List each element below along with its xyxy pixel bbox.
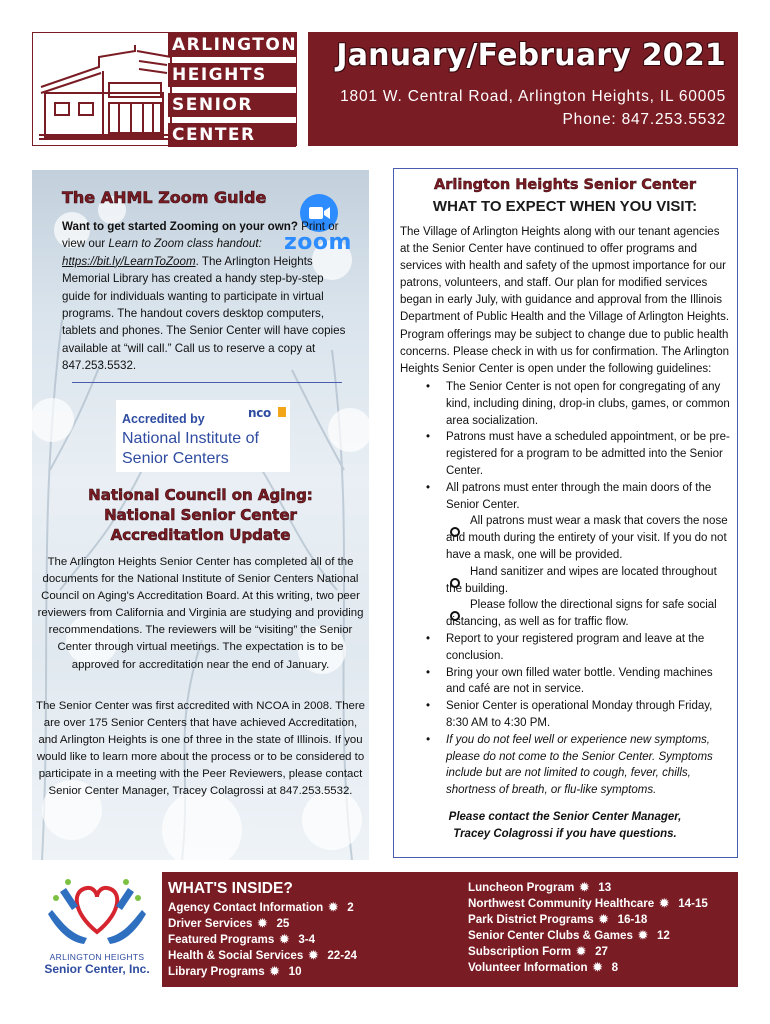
- whats-inside-right-column: [468, 880, 708, 976]
- phone: Phone: 847.253.5532: [562, 111, 726, 128]
- contents-row: Health & Social Services ✹ 22-24: [168, 949, 357, 962]
- contents-row: Agency Contact Information ✹ 2: [168, 901, 354, 914]
- bullet-icon: •: [426, 733, 431, 746]
- sun-icon: ✹: [308, 949, 319, 962]
- guidelines-list: [400, 379, 734, 799]
- bullet-icon: •: [426, 666, 431, 679]
- contents-row: Senior Center Clubs & Games ✹ 12: [468, 929, 670, 942]
- zoom-guide-text: [62, 218, 352, 375]
- sun-icon: ✹: [576, 945, 586, 958]
- what-to-expect-title2: WHAT TO EXPECT WHEN YOU VISIT:: [432, 198, 698, 215]
- list-item: • Senior Center is operational Monday through Friday, 8:30 AM to 4:30 PM.: [426, 700, 713, 729]
- accreditation-badge: [116, 400, 290, 472]
- ncoa-title-line1: National Council on Aging:: [88, 486, 313, 504]
- logo-word-1: ARLINGTON: [168, 33, 296, 57]
- bullet-icon: •: [426, 700, 431, 713]
- contents-row: Volunteer Information ✹ 8: [468, 961, 619, 974]
- sub-list-item: All patrons must wear a mask that covers the nose and mouth during the entirety of your visit. If you do not have a mask, one will be provided.: [446, 515, 728, 561]
- zoom-logo: zoom: [284, 230, 352, 255]
- logo-word-4: CENTER: [168, 123, 296, 147]
- contact-line2: Tracey Colagrossi if you have questions.: [453, 828, 677, 841]
- bullet-icon: •: [426, 431, 431, 444]
- contents-row: Driver Services ✹ 25: [168, 917, 290, 930]
- list-item: • The Senior Center is not open for congregating of any kind, including dining, drop-in clubs, games, or common area socialization.: [426, 381, 730, 427]
- senior-center-logo: [32, 32, 297, 146]
- heart-hands-icon: [32, 872, 162, 952]
- header-banner: [308, 32, 738, 146]
- zoom-guide-link[interactable]: https://bit.ly/LearnToZoom: [62, 254, 196, 268]
- bullet-icon: •: [426, 632, 431, 645]
- nisc-name-line1: National Institute of: [122, 430, 259, 447]
- zoom-lead: Want to get started Zooming on your own?: [62, 220, 298, 233]
- ncoa-update-title: [32, 485, 369, 545]
- sun-icon: ✹: [659, 897, 670, 910]
- ncoa-paragraph-1: The Arlington Heights Senior Center has completed all of the documents for the National Institute of Senior Centers National Council on Aging's Accreditation Board. At this writing, two peer reviewers from California and Virginia are studying and providing recommendations. The reviewers will be “visiting” the Senior Center through virtual meetings. The expectation is to be approved for accreditation near the end of January.: [37, 556, 364, 671]
- ncoa-title-line2: National Senior Center: [104, 506, 297, 524]
- accredited-by-label: Accredited by: [122, 412, 205, 426]
- contents-row: Luncheon Program ✹ 13: [468, 881, 612, 894]
- sun-icon: ✹: [638, 929, 648, 942]
- contents-row: Northwest Community Healthcare ✹ 14-15: [468, 897, 708, 910]
- contents-row: Featured Programs ✹ 3-4: [168, 933, 316, 946]
- list-item: • All patrons must enter through the main doors of the Senior Center.: [426, 481, 712, 511]
- senior-center-inc-logo: [32, 872, 162, 1002]
- list-item: • Bring your own filled water bottle. Vending machines and café are not in service.: [426, 666, 713, 696]
- sun-icon: ✹: [579, 881, 590, 894]
- ring-bullet-icon: [450, 578, 460, 588]
- whats-inside-band: [162, 872, 738, 987]
- what-to-expect-box: [393, 168, 738, 858]
- sun-icon: ✹: [279, 933, 290, 946]
- address: 1801 W. Central Road, Arlington Heights, IL 60005: [340, 88, 726, 105]
- bullet-icon: •: [426, 481, 431, 494]
- contents-row: Subscription Form ✹ 27: [468, 945, 608, 958]
- zoom-print-text: Print or view our: [62, 220, 339, 251]
- nisc-name-line2: Senior Centers: [122, 450, 229, 467]
- logo-word-2: HEIGHTS: [168, 63, 296, 87]
- whats-inside-left-column: [168, 900, 357, 980]
- zoom-body: . The Arlington Heights Memorial Library has created a handy step-by-step guide for individuals wanting to participate in virtual programs. The handout covers desktop computers, tablets and phones. The Senior Center will have copies available at “will call.” Call us to reserve a copy at 847.253.5532.: [62, 254, 346, 373]
- ncoa-logo-accent: [278, 407, 286, 417]
- ncoa-logo: nco: [248, 406, 272, 420]
- list-item: • Report to your registered program and leave at the conclusion.: [426, 632, 705, 662]
- winter-panel: [32, 170, 369, 860]
- contents-row: Library Programs ✹ 10: [168, 965, 302, 978]
- sun-icon: ✹: [328, 901, 339, 914]
- newsletter-title: January/February 2021: [336, 38, 726, 73]
- list-item: • Patrons must have a scheduled appointment, or be pre-registered for a program to be admitted into the Senior Center.: [426, 431, 730, 477]
- sub-list-item: Hand sanitizer and wipes are located throughout the building.: [446, 565, 717, 595]
- footer-logo-line2: Senior Center, Inc.: [44, 962, 150, 976]
- ncoa-title-line3: Accreditation Update: [110, 526, 291, 544]
- divider: [72, 382, 342, 383]
- sun-icon: ✹: [598, 913, 609, 926]
- building-icon: [39, 43, 175, 143]
- contents-row: Park District Programs ✹ 16-18: [468, 913, 648, 926]
- list-item: • If you do not feel well or experience new symptoms, please do not come to the Senior Center. Symptoms include but are not limited to cough, fever, chills, shortness of breath, or flu-like symptoms.: [426, 733, 713, 797]
- zoom-handout-text: Learn to Zoom class handout:: [108, 237, 262, 251]
- whats-inside-title: WHAT'S INSIDE?: [168, 880, 293, 897]
- logo-word-3: SENIOR: [168, 93, 296, 117]
- sun-icon: ✹: [257, 917, 268, 930]
- contact-note: [394, 809, 736, 843]
- what-to-expect-title1: Arlington Heights Senior Center: [434, 177, 696, 193]
- zoom-guide-title: The AHML Zoom Guide: [62, 188, 267, 207]
- what-to-expect-intro: The Village of Arlington Heights along with our tenant agencies at the Senior Center have continued to offer programs and services with health and safety of the upmost importance for our patrons, volunteers, and staff. Our plan for modified services began in early July, with guidance and approval from the Illinois Department of Public Health and the Village of Arlington Heights. Program offerings may be subject to change due to public health concerns. Please check in with us for confirmation. The Arlington Heights Senior Center is open under the following guidelines:: [400, 226, 730, 375]
- sub-list-item: Please follow the directional signs for safe social distancing, as well as for traffic flow.: [446, 599, 717, 629]
- sun-icon: ✹: [269, 965, 280, 978]
- footer-logo-line1: ARLINGTON HEIGHTS: [49, 952, 145, 962]
- bullet-icon: •: [426, 381, 431, 393]
- contact-line1: Please contact the Senior Center Manager,: [448, 811, 682, 823]
- sun-icon: ✹: [592, 961, 603, 974]
- ncoa-paragraph-2: The Senior Center was first accredited with NCOA in 2008. There are over 175 Senior Centers that have achieved Accreditation, and Arlington Heights is one of three in the state of Illinois. If you would like to learn more about the process or to be considered to participate in a meeting with the Peer Reviewers, please contact Senior Center Manager, Tracey Colagrossi at 847.253.5532.: [36, 700, 366, 798]
